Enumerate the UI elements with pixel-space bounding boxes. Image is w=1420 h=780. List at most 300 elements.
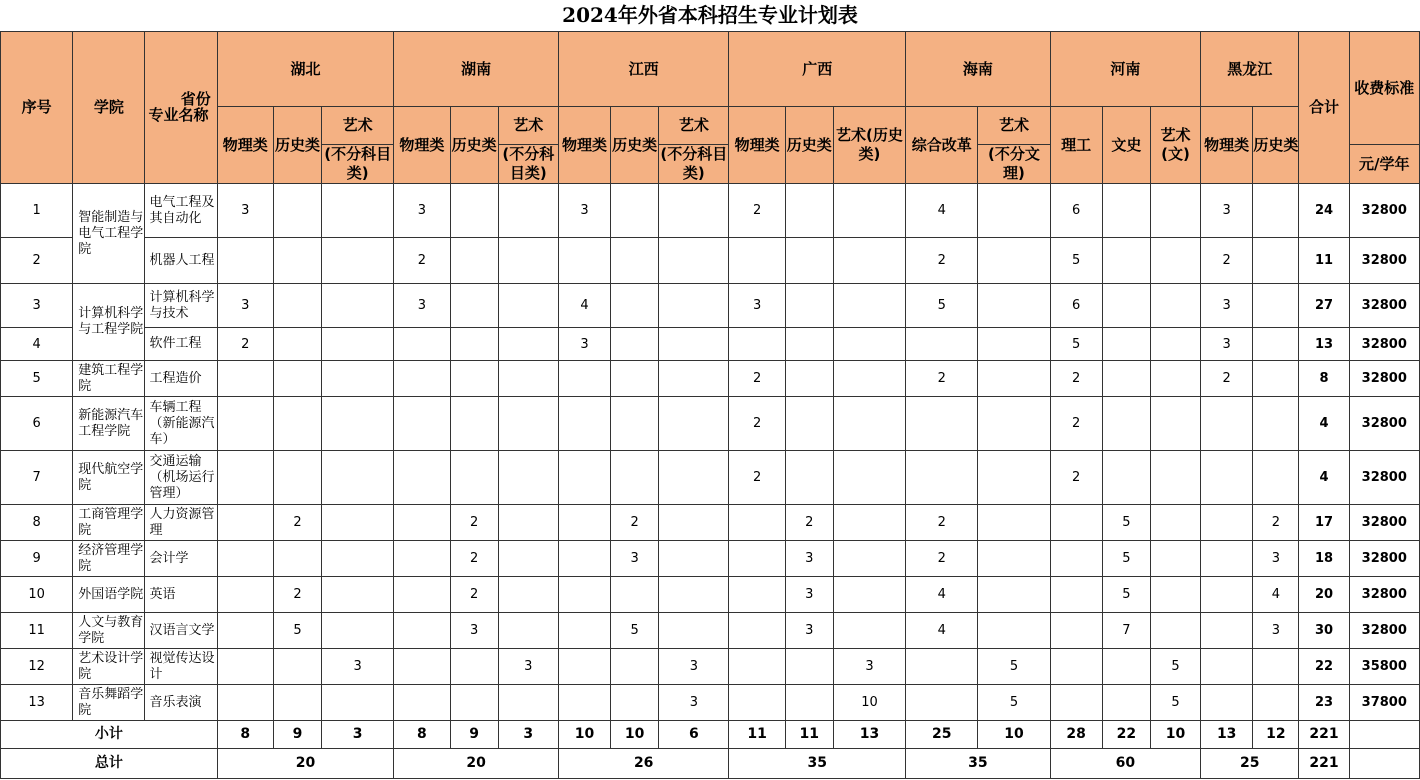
count-cell: 2 xyxy=(906,238,978,284)
row-total-cell: 27 xyxy=(1299,284,1349,328)
count-cell xyxy=(1150,397,1200,451)
count-cell xyxy=(217,505,273,541)
count-cell xyxy=(833,397,905,451)
subtotal-cell: 13 xyxy=(833,721,905,749)
subject-header: 艺术(历史类) xyxy=(833,107,905,184)
table-row xyxy=(1,685,1420,721)
subtotal-cell: 22 xyxy=(1102,721,1150,749)
count-cell: 4 xyxy=(906,184,978,238)
subject-header: 文史 xyxy=(1102,107,1150,184)
subject-header: 综合改革 xyxy=(906,107,978,184)
row-total-cell: 23 xyxy=(1299,685,1349,721)
count-cell: 3 xyxy=(394,284,450,328)
count-cell xyxy=(1150,577,1200,613)
province-header: 湖南 xyxy=(394,32,559,107)
major-cell: 电气工程及其自动化 xyxy=(145,184,217,238)
count-cell xyxy=(978,505,1050,541)
count-cell xyxy=(659,184,729,238)
count-cell xyxy=(498,397,558,451)
count-cell: 2 xyxy=(906,505,978,541)
count-cell: 3 xyxy=(322,649,394,685)
count-cell xyxy=(785,284,833,328)
row-total-cell: 11 xyxy=(1299,238,1349,284)
row-total-cell: 4 xyxy=(1299,451,1349,505)
count-cell: 3 xyxy=(659,649,729,685)
seq-cell: 12 xyxy=(1,649,73,685)
seq-cell: 7 xyxy=(1,451,73,505)
count-cell xyxy=(558,451,610,505)
count-cell xyxy=(833,505,905,541)
count-cell: 5 xyxy=(1150,685,1200,721)
subject-header: 物理类 xyxy=(558,107,610,184)
subtotal-cell: 10 xyxy=(558,721,610,749)
count-cell xyxy=(785,361,833,397)
subtotal-cell: 25 xyxy=(906,721,978,749)
count-cell: 5 xyxy=(1050,238,1102,284)
college-cell: 新能源汽车工程学院 xyxy=(73,397,145,451)
subtotal-cell: 11 xyxy=(785,721,833,749)
major-cell: 人力资源管理 xyxy=(145,505,217,541)
count-cell xyxy=(1102,361,1150,397)
row-total-cell: 30 xyxy=(1299,613,1349,649)
count-cell: 3 xyxy=(1253,613,1299,649)
count-cell xyxy=(1150,613,1200,649)
count-cell: 2 xyxy=(1050,451,1102,505)
subject-header: 物理类 xyxy=(729,107,785,184)
count-cell: 2 xyxy=(273,577,321,613)
count-cell xyxy=(611,361,659,397)
count-cell: 5 xyxy=(1102,541,1150,577)
count-cell xyxy=(785,685,833,721)
subtotal-cell: 9 xyxy=(450,721,498,749)
major-cell: 软件工程 xyxy=(145,328,217,361)
count-cell xyxy=(217,397,273,451)
count-cell xyxy=(273,541,321,577)
major-cell: 英语 xyxy=(145,577,217,613)
subject-header: 物理类 xyxy=(394,107,450,184)
count-cell xyxy=(1253,284,1299,328)
subtotal-cell: 3 xyxy=(498,721,558,749)
count-cell: 4 xyxy=(906,613,978,649)
count-cell xyxy=(833,184,905,238)
fee-cell: 32800 xyxy=(1349,451,1419,505)
count-cell: 3 xyxy=(450,613,498,649)
table-row xyxy=(1,577,1420,613)
count-cell xyxy=(729,685,785,721)
subject-header: 艺术 xyxy=(322,107,394,145)
subtotal-cell: 11 xyxy=(729,721,785,749)
fee-cell: 32800 xyxy=(1349,541,1419,577)
count-cell: 3 xyxy=(729,284,785,328)
subject-header: 历史类 xyxy=(450,107,498,184)
province-header: 河南 xyxy=(1050,32,1201,107)
count-cell xyxy=(450,451,498,505)
count-cell xyxy=(558,397,610,451)
count-cell xyxy=(729,505,785,541)
count-cell: 2 xyxy=(729,361,785,397)
empty-cell xyxy=(1349,721,1419,749)
count-cell xyxy=(833,613,905,649)
table-row xyxy=(1,649,1420,685)
seq-cell: 4 xyxy=(1,328,73,361)
count-cell xyxy=(1150,541,1200,577)
count-cell: 2 xyxy=(450,505,498,541)
row-total-cell: 4 xyxy=(1299,397,1349,451)
subject-header: 物理类 xyxy=(1201,107,1253,184)
count-cell xyxy=(1102,238,1150,284)
subject-header-note: (不分科目类) xyxy=(498,145,558,184)
count-cell xyxy=(1050,505,1102,541)
subject-header: 历史类 xyxy=(785,107,833,184)
count-cell xyxy=(498,505,558,541)
subject-header: 历史类 xyxy=(1253,107,1299,184)
row-total-cell: 20 xyxy=(1299,577,1349,613)
seq-cell: 6 xyxy=(1,397,73,451)
subtotal-row xyxy=(1,721,1420,749)
count-cell xyxy=(394,649,450,685)
count-cell: 3 xyxy=(1253,541,1299,577)
college-cell: 音乐舞蹈学院 xyxy=(73,685,145,721)
college-cell: 智能制造与电气工程学院 xyxy=(73,184,145,284)
count-cell: 3 xyxy=(659,685,729,721)
row-total-cell: 17 xyxy=(1299,505,1349,541)
header-total: 合计 xyxy=(1299,32,1349,184)
count-cell xyxy=(217,577,273,613)
fee-cell: 32800 xyxy=(1349,505,1419,541)
count-cell: 3 xyxy=(785,577,833,613)
count-cell xyxy=(394,328,450,361)
table-row xyxy=(1,397,1420,451)
count-cell xyxy=(1150,451,1200,505)
count-cell xyxy=(450,184,498,238)
count-cell xyxy=(1253,649,1299,685)
count-cell xyxy=(978,577,1050,613)
table-row xyxy=(1,328,1420,361)
count-cell xyxy=(785,328,833,361)
count-cell: 5 xyxy=(1050,328,1102,361)
count-cell xyxy=(833,451,905,505)
count-cell: 2 xyxy=(729,184,785,238)
count-cell xyxy=(978,361,1050,397)
count-cell xyxy=(558,577,610,613)
count-cell xyxy=(322,184,394,238)
seq-cell: 1 xyxy=(1,184,73,238)
count-cell xyxy=(978,451,1050,505)
count-cell xyxy=(273,284,321,328)
fee-cell: 32800 xyxy=(1349,361,1419,397)
count-cell: 3 xyxy=(558,184,610,238)
count-cell xyxy=(833,328,905,361)
count-cell: 4 xyxy=(558,284,610,328)
count-cell xyxy=(729,541,785,577)
major-cell: 音乐表演 xyxy=(145,685,217,721)
count-cell xyxy=(833,541,905,577)
count-cell xyxy=(611,397,659,451)
count-cell xyxy=(394,397,450,451)
count-cell xyxy=(394,685,450,721)
count-cell xyxy=(498,238,558,284)
count-cell xyxy=(322,541,394,577)
count-cell xyxy=(1253,361,1299,397)
count-cell: 2 xyxy=(1201,361,1253,397)
subject-header-note: (不分科目类) xyxy=(660,145,728,182)
fee-cell: 32800 xyxy=(1349,238,1419,284)
count-cell xyxy=(1102,397,1150,451)
count-cell xyxy=(394,541,450,577)
grand-total-cell: 26 xyxy=(558,749,729,779)
subject-header-note: (不分文理) xyxy=(978,145,1050,184)
college-cell: 外国语学院 xyxy=(73,577,145,613)
subtotal-cell: 8 xyxy=(394,721,450,749)
count-cell xyxy=(322,361,394,397)
count-cell: 3 xyxy=(558,328,610,361)
count-cell xyxy=(1102,284,1150,328)
count-cell: 2 xyxy=(611,505,659,541)
count-cell: 5 xyxy=(906,284,978,328)
count-cell xyxy=(978,541,1050,577)
fee-cell: 32800 xyxy=(1349,577,1419,613)
subject-header: 艺术 xyxy=(498,107,558,145)
count-cell xyxy=(1253,184,1299,238)
count-cell xyxy=(217,649,273,685)
count-cell xyxy=(1201,649,1253,685)
grand-total-row xyxy=(1,749,1420,779)
count-cell xyxy=(450,685,498,721)
count-cell xyxy=(1050,577,1102,613)
count-cell xyxy=(450,397,498,451)
count-cell xyxy=(611,649,659,685)
subject-header: 艺术(文) xyxy=(1150,107,1200,184)
count-cell xyxy=(1102,649,1150,685)
major-cell: 工程造价 xyxy=(145,361,217,397)
fee-cell: 32800 xyxy=(1349,328,1419,361)
count-cell xyxy=(498,541,558,577)
college-cell: 艺术设计学院 xyxy=(73,649,145,685)
subtotal-cell: 6 xyxy=(659,721,729,749)
count-cell xyxy=(217,541,273,577)
major-cell: 计算机科学与技术 xyxy=(145,284,217,328)
college-cell: 人文与教育学院 xyxy=(73,613,145,649)
count-cell xyxy=(659,541,729,577)
count-cell xyxy=(558,613,610,649)
header-fee: 收费标准 xyxy=(1349,32,1419,145)
grand-total-total: 221 xyxy=(1299,749,1349,779)
count-cell xyxy=(1150,284,1200,328)
major-cell: 视觉传达设计 xyxy=(145,649,217,685)
header-province: 省份 xyxy=(180,90,211,108)
subtotal-cell: 9 xyxy=(273,721,321,749)
count-cell xyxy=(217,451,273,505)
subtotal-total: 221 xyxy=(1299,721,1349,749)
major-cell: 机器人工程 xyxy=(145,238,217,284)
table-row xyxy=(1,238,1420,284)
count-cell xyxy=(450,649,498,685)
count-cell: 2 xyxy=(1253,505,1299,541)
province-header: 江西 xyxy=(558,32,729,107)
table-row xyxy=(1,284,1420,328)
count-cell xyxy=(611,451,659,505)
major-cell: 会计学 xyxy=(145,541,217,577)
subject-header: 理工 xyxy=(1050,107,1102,184)
count-cell xyxy=(906,397,978,451)
fee-cell: 32800 xyxy=(1349,184,1419,238)
seq-cell: 2 xyxy=(1,238,73,284)
count-cell xyxy=(1201,505,1253,541)
subject-header: 艺术 xyxy=(659,107,729,145)
count-cell: 3 xyxy=(217,184,273,238)
count-cell xyxy=(785,184,833,238)
count-cell xyxy=(729,328,785,361)
college-cell: 现代航空学院 xyxy=(73,451,145,505)
count-cell xyxy=(273,451,321,505)
count-cell xyxy=(322,685,394,721)
count-cell xyxy=(659,505,729,541)
row-total-cell: 8 xyxy=(1299,361,1349,397)
subject-header: 物理类 xyxy=(217,107,273,184)
major-cell: 汉语言文学 xyxy=(145,613,217,649)
subtotal-cell: 28 xyxy=(1050,721,1102,749)
count-cell: 2 xyxy=(1201,238,1253,284)
count-cell xyxy=(659,328,729,361)
count-cell xyxy=(1150,328,1200,361)
row-total-cell: 18 xyxy=(1299,541,1349,577)
count-cell xyxy=(322,238,394,284)
count-cell: 2 xyxy=(729,451,785,505)
count-cell: 3 xyxy=(833,649,905,685)
subtotal-cell: 8 xyxy=(217,721,273,749)
row-total-cell: 13 xyxy=(1299,328,1349,361)
subtotal-cell: 10 xyxy=(611,721,659,749)
count-cell: 2 xyxy=(1050,397,1102,451)
count-cell xyxy=(729,613,785,649)
count-cell xyxy=(394,451,450,505)
count-cell xyxy=(1102,451,1150,505)
count-cell xyxy=(611,284,659,328)
header-seq: 序号 xyxy=(1,32,73,184)
count-cell xyxy=(611,685,659,721)
count-cell xyxy=(322,397,394,451)
college-cell: 经济管理学院 xyxy=(73,541,145,577)
count-cell xyxy=(659,361,729,397)
count-cell xyxy=(1253,397,1299,451)
count-cell xyxy=(450,361,498,397)
count-cell xyxy=(978,613,1050,649)
row-total-cell: 22 xyxy=(1299,649,1349,685)
major-cell: 车辆工程（新能源汽车） xyxy=(145,397,217,451)
grand-total-cell: 60 xyxy=(1050,749,1201,779)
empty-cell xyxy=(1349,749,1419,779)
table-row xyxy=(1,541,1420,577)
count-cell xyxy=(659,451,729,505)
count-cell: 5 xyxy=(978,649,1050,685)
major-cell: 交通运输（机场运行管理） xyxy=(145,451,217,505)
count-cell xyxy=(659,577,729,613)
count-cell xyxy=(906,328,978,361)
count-cell: 3 xyxy=(1201,284,1253,328)
count-cell xyxy=(1150,505,1200,541)
count-cell xyxy=(273,397,321,451)
subject-header: 历史类 xyxy=(273,107,321,184)
count-cell xyxy=(450,238,498,284)
count-cell xyxy=(978,238,1050,284)
subject-header-note: (不分科目类) xyxy=(322,145,394,184)
count-cell xyxy=(785,451,833,505)
count-cell xyxy=(558,505,610,541)
count-cell xyxy=(1150,184,1200,238)
count-cell xyxy=(659,397,729,451)
count-cell xyxy=(1150,361,1200,397)
count-cell xyxy=(450,284,498,328)
count-cell xyxy=(558,649,610,685)
count-cell xyxy=(498,328,558,361)
count-cell xyxy=(450,328,498,361)
count-cell xyxy=(1150,238,1200,284)
subtotal-cell: 3 xyxy=(322,721,394,749)
seq-cell: 10 xyxy=(1,577,73,613)
count-cell: 2 xyxy=(729,397,785,451)
seq-cell: 5 xyxy=(1,361,73,397)
grand-total-label: 总计 xyxy=(1,749,218,779)
count-cell xyxy=(1102,328,1150,361)
count-cell: 5 xyxy=(1102,577,1150,613)
college-cell: 工商管理学院 xyxy=(73,505,145,541)
count-cell: 3 xyxy=(611,541,659,577)
subtotal-cell: 13 xyxy=(1201,721,1253,749)
header-fee-unit: 元/学年 xyxy=(1349,145,1419,184)
count-cell xyxy=(217,238,273,284)
count-cell xyxy=(906,649,978,685)
count-cell: 4 xyxy=(906,577,978,613)
count-cell xyxy=(729,238,785,284)
count-cell xyxy=(978,397,1050,451)
count-cell: 3 xyxy=(1201,328,1253,361)
count-cell xyxy=(1050,649,1102,685)
count-cell xyxy=(1253,238,1299,284)
seq-cell: 3 xyxy=(1,284,73,328)
count-cell: 2 xyxy=(1050,361,1102,397)
count-cell: 3 xyxy=(1201,184,1253,238)
count-cell xyxy=(498,577,558,613)
seq-cell: 8 xyxy=(1,505,73,541)
count-cell xyxy=(1201,613,1253,649)
count-cell xyxy=(659,613,729,649)
count-cell xyxy=(558,541,610,577)
count-cell xyxy=(273,685,321,721)
count-cell: 4 xyxy=(1253,577,1299,613)
count-cell: 7 xyxy=(1102,613,1150,649)
fee-cell: 37800 xyxy=(1349,685,1419,721)
fee-cell: 32800 xyxy=(1349,397,1419,451)
count-cell xyxy=(498,685,558,721)
count-cell xyxy=(273,328,321,361)
grand-total-cell: 20 xyxy=(394,749,559,779)
count-cell: 6 xyxy=(1050,284,1102,328)
count-cell xyxy=(1201,397,1253,451)
count-cell xyxy=(273,238,321,284)
fee-cell: 32800 xyxy=(1349,613,1419,649)
count-cell: 5 xyxy=(611,613,659,649)
count-cell xyxy=(273,184,321,238)
row-total-cell: 24 xyxy=(1299,184,1349,238)
college-cell: 计算机科学与工程学院 xyxy=(73,284,145,361)
count-cell xyxy=(498,284,558,328)
province-header: 广西 xyxy=(729,32,906,107)
grand-total-cell: 20 xyxy=(217,749,394,779)
count-cell: 2 xyxy=(217,328,273,361)
count-cell xyxy=(611,184,659,238)
table-row xyxy=(1,505,1420,541)
count-cell: 3 xyxy=(394,184,450,238)
